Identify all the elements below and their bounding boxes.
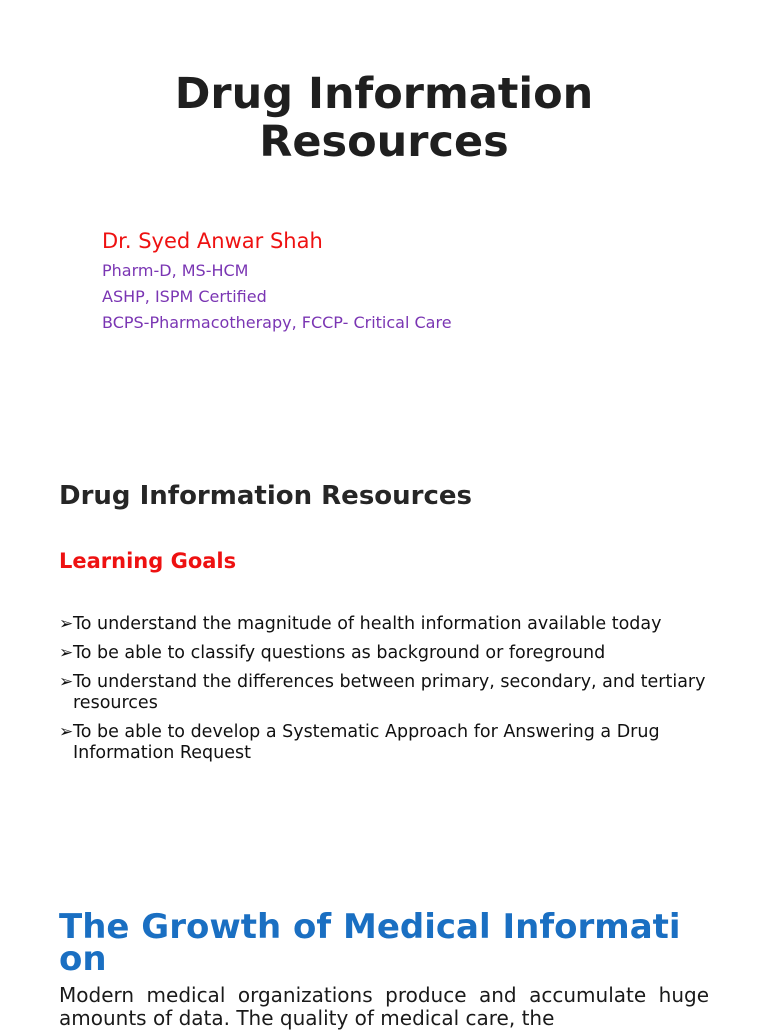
- goal-text: To be able to develop a Systematic Approach for Answering a Drug Information Request: [73, 722, 660, 763]
- arrow-bullet-icon: ➢: [59, 722, 74, 742]
- goal-text: To understand the differences between primary, secondary, and tertiary resources: [73, 672, 706, 713]
- author-name: Dr. Syed Anwar Shah: [102, 229, 323, 253]
- growth-title-line1: The Growth of Medical Informati: [59, 907, 681, 947]
- credential-line: ASHP, ISPM Certified: [102, 287, 267, 306]
- slide-title: [0, 70, 768, 166]
- body-paragraph: Modern medical organizations produce and accumulate huge amounts of data. The quality of medical care, the: [59, 983, 709, 1030]
- list-item: [59, 722, 719, 764]
- goal-text: To understand the magnitude of health information available today: [73, 614, 662, 634]
- learning-goals-heading: Learning Goals: [59, 549, 237, 573]
- credential-line: BCPS-Pharmacotherapy, FCCP- Critical Care: [102, 313, 452, 332]
- slide-title-line1: Drug Information: [174, 69, 594, 119]
- growth-section-title: [59, 907, 719, 979]
- section-title: Drug Information Resources: [59, 481, 473, 511]
- growth-title-line2: on: [59, 939, 107, 979]
- list-item: [59, 614, 719, 635]
- list-item: [59, 672, 719, 714]
- arrow-bullet-icon: ➢: [59, 614, 74, 634]
- learning-goals-list: [59, 614, 719, 772]
- arrow-bullet-icon: ➢: [59, 672, 74, 692]
- credential-line: Pharm-D, MS-HCM: [102, 261, 249, 280]
- slide-title-line2: Resources: [259, 117, 509, 167]
- goal-text: To be able to classify questions as background or foreground: [73, 643, 606, 663]
- list-item: [59, 643, 719, 664]
- arrow-bullet-icon: ➢: [59, 643, 74, 663]
